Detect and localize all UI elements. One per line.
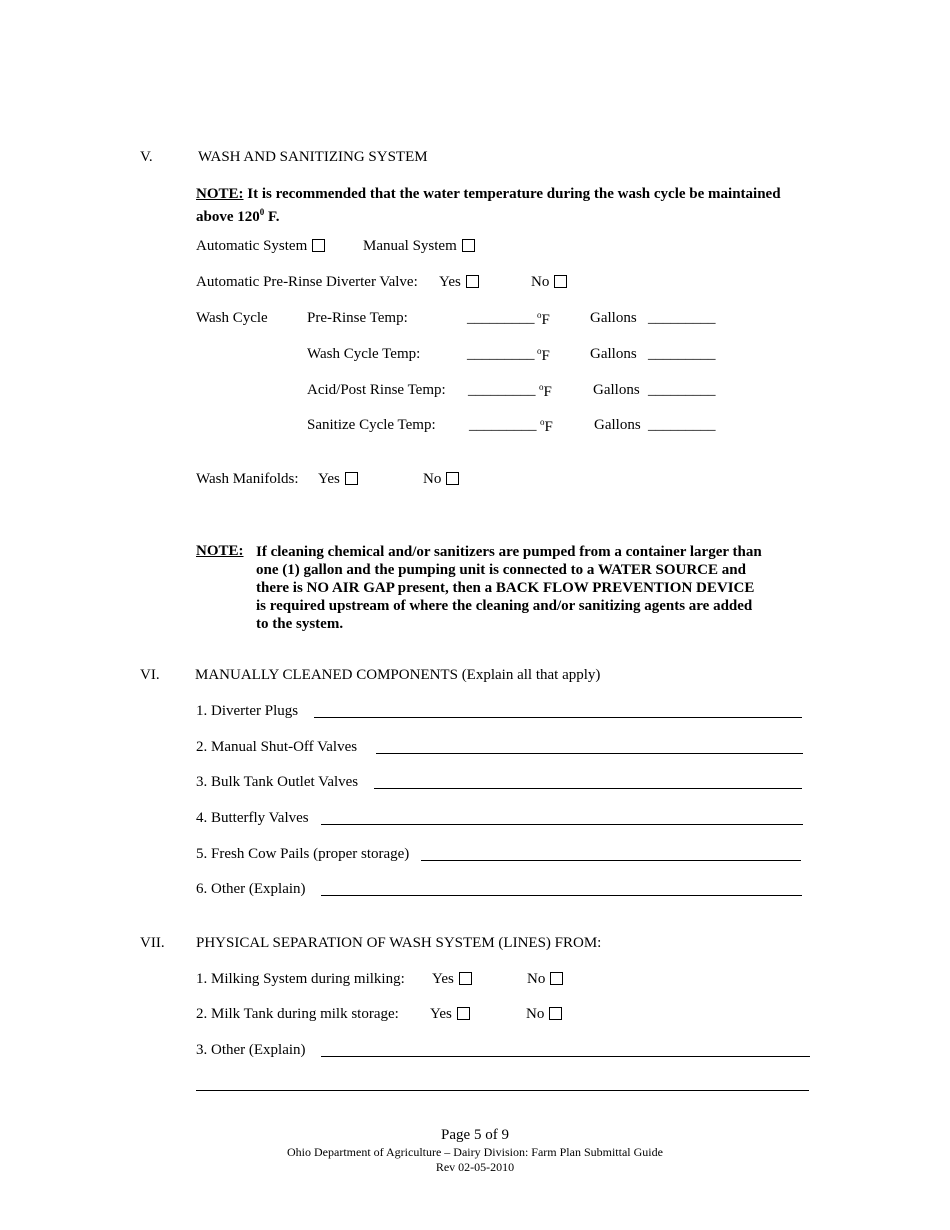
manifolds-no-option xyxy=(423,471,459,488)
milking-yes-label: Yes xyxy=(432,971,454,987)
backflow-note-line: If cleaning chemical and/or sanitizers are pumped from a container larger than xyxy=(256,544,762,560)
note-text-1: It is recommended that the water temperature during the wash cycle be maintained xyxy=(243,186,781,202)
unit-f: F xyxy=(541,348,550,364)
sanitize-temp-unit xyxy=(540,417,553,436)
milking-yes-option xyxy=(432,971,472,988)
unit-f: F xyxy=(541,312,550,328)
manifolds-yes-option xyxy=(318,471,358,488)
manual-system-option xyxy=(363,238,475,255)
backflow-note-line: is required upstream of where the cleaning and/or sanitizing agents are added xyxy=(256,598,753,614)
bulk-tank-outlet-label: 3. Bulk Tank Outlet Valves xyxy=(196,774,359,790)
manifolds-no-label: No xyxy=(423,471,442,487)
wash-cycle-gallons-label: Gallons xyxy=(590,346,637,362)
milk-tank-yes-option xyxy=(430,1006,470,1023)
note-text-3: F. xyxy=(264,209,280,225)
other-separation-field-continued[interactable] xyxy=(196,1090,809,1091)
manifolds-yes-checkbox[interactable] xyxy=(345,472,358,485)
acid-rinse-gallons-label: Gallons xyxy=(593,382,640,398)
acid-rinse-gallons-field[interactable]: _________ xyxy=(648,382,716,398)
manual-system-checkbox[interactable] xyxy=(462,239,475,252)
backflow-note xyxy=(256,543,762,633)
diverter-plugs-field[interactable] xyxy=(314,717,802,718)
manual-shutoff-field[interactable] xyxy=(376,753,803,754)
wash-cycle-temp-label: Wash Cycle Temp: xyxy=(307,346,421,362)
diverter-yes-option xyxy=(439,274,479,291)
footer-rev: Rev 02-05-2010 xyxy=(435,1160,515,1174)
milking-yes-checkbox[interactable] xyxy=(459,972,472,985)
milk-tank-no-checkbox[interactable] xyxy=(549,1007,562,1020)
diverter-plugs-label: 1. Diverter Plugs xyxy=(196,703,299,719)
unit-f: F xyxy=(544,419,553,435)
wash-cycle-gallons-field[interactable]: _________ xyxy=(648,346,716,362)
wash-cycle-temp-unit xyxy=(537,346,550,365)
manual-system-label: Manual System xyxy=(363,238,457,254)
pre-rinse-temp-label: Pre-Rinse Temp: xyxy=(307,310,408,326)
fresh-cow-pails-field[interactable] xyxy=(421,860,801,861)
acid-rinse-temp-field[interactable]: _________ xyxy=(468,382,536,398)
milk-tank-no-option xyxy=(526,1006,562,1023)
diverter-no-option xyxy=(531,274,567,291)
degree-sup: o xyxy=(539,382,544,392)
section-7-number: VII. xyxy=(140,935,165,951)
manifolds-yes-label: Yes xyxy=(318,471,340,487)
wash-cycle-label: Wash Cycle xyxy=(196,310,268,326)
note-label: NOTE: xyxy=(196,186,244,202)
acid-rinse-temp-label: Acid/Post Rinse Temp: xyxy=(307,382,446,398)
diverter-yes-checkbox[interactable] xyxy=(466,275,479,288)
note-text-2: above 120 xyxy=(196,209,260,225)
milk-tank-label: 2. Milk Tank during milk storage: xyxy=(196,1006,399,1022)
other-components-label: 6. Other (Explain) xyxy=(196,881,306,897)
bulk-tank-outlet-field[interactable] xyxy=(374,788,802,789)
wash-manifolds-label: Wash Manifolds: xyxy=(196,471,299,487)
butterfly-valves-field[interactable] xyxy=(321,824,803,825)
automatic-system-label: Automatic System xyxy=(196,238,308,254)
note-sup: 0 xyxy=(259,207,265,217)
wash-cycle-temp-field[interactable]: _________ xyxy=(467,346,535,362)
degree-sup: o xyxy=(537,310,542,320)
butterfly-valves-label: 4. Butterfly Valves xyxy=(196,810,309,826)
degree-sup: o xyxy=(537,346,542,356)
wash-temp-note xyxy=(196,185,781,226)
section-6-number: VI. xyxy=(140,667,160,683)
pre-rinse-temp-field[interactable]: _________ xyxy=(467,310,535,326)
acid-rinse-temp-unit xyxy=(539,382,552,401)
diverter-yes-label: Yes xyxy=(439,274,461,290)
automatic-system-checkbox[interactable] xyxy=(312,239,325,252)
page-number: Page 5 of 9 xyxy=(441,1127,509,1143)
degree-sup: o xyxy=(540,417,545,427)
milking-no-label: No xyxy=(527,971,546,987)
pre-rinse-gallons-label: Gallons xyxy=(590,310,637,326)
backflow-note-line: one (1) gallon and the pumping unit is connected to a WATER SOURCE and xyxy=(256,562,746,578)
other-components-field[interactable] xyxy=(321,895,802,896)
milk-tank-no-label: No xyxy=(526,1006,545,1022)
milk-tank-yes-label: Yes xyxy=(430,1006,452,1022)
backflow-note-label: NOTE: xyxy=(196,543,244,559)
milking-no-option xyxy=(527,971,563,988)
section-7-title: PHYSICAL SEPARATION OF WASH SYSTEM (LINES) FROM: xyxy=(196,935,602,951)
diverter-no-checkbox[interactable] xyxy=(554,275,567,288)
section-5-number: V. xyxy=(140,149,153,165)
sanitize-temp-label: Sanitize Cycle Temp: xyxy=(307,417,436,433)
other-separation-field[interactable] xyxy=(321,1056,810,1057)
section-5-title: WASH AND SANITIZING SYSTEM xyxy=(198,149,428,165)
other-separation-label: 3. Other (Explain) xyxy=(196,1042,306,1058)
fresh-cow-pails-label: 5. Fresh Cow Pails (proper storage) xyxy=(196,846,410,862)
manifolds-no-checkbox[interactable] xyxy=(446,472,459,485)
manual-shutoff-label: 2. Manual Shut-Off Valves xyxy=(196,739,358,755)
sanitize-gallons-label: Gallons xyxy=(594,417,641,433)
footer-org: Ohio Department of Agriculture – Dairy Division: Farm Plan Submittal Guide xyxy=(287,1145,663,1159)
pre-rinse-temp-unit xyxy=(537,310,550,329)
milk-tank-yes-checkbox[interactable] xyxy=(457,1007,470,1020)
milking-system-label: 1. Milking System during milking: xyxy=(196,971,405,987)
diverter-label: Automatic Pre-Rinse Diverter Valve: xyxy=(196,274,418,290)
section-6-title: MANUALLY CLEANED COMPONENTS (Explain all that apply) xyxy=(195,667,601,683)
unit-f: F xyxy=(543,384,552,400)
sanitize-gallons-field[interactable]: _________ xyxy=(648,417,716,433)
pre-rinse-gallons-field[interactable]: _________ xyxy=(648,310,716,326)
automatic-system-option xyxy=(196,238,325,255)
backflow-note-line: there is NO AIR GAP present, then a BACK FLOW PREVENTION DEVICE xyxy=(256,580,755,596)
diverter-no-label: No xyxy=(531,274,550,290)
milking-no-checkbox[interactable] xyxy=(550,972,563,985)
sanitize-temp-field[interactable]: _________ xyxy=(469,417,537,433)
backflow-note-line: to the system. xyxy=(256,616,344,632)
